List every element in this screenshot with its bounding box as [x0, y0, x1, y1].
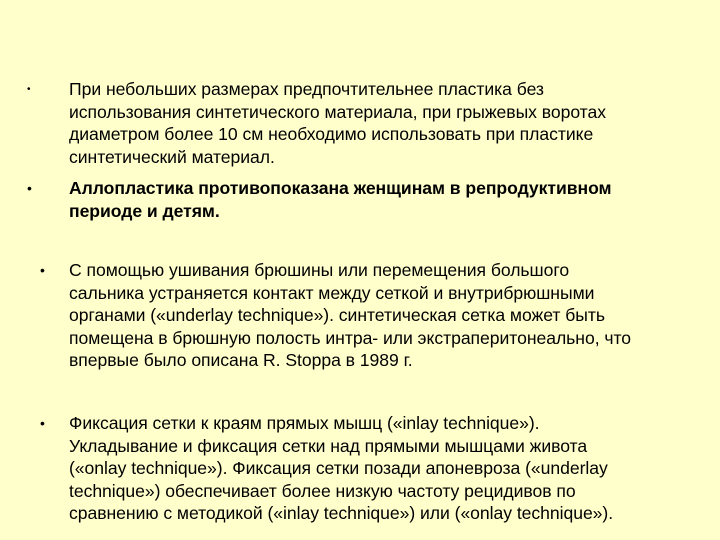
text-line: Аллопластика противопоказана женщинам в репродуктивном [69, 178, 612, 198]
text-line: Укладывание и фиксация сетки над прямыми мышцами живота [69, 435, 588, 456]
text-line: органами («underlay technique»). синтетическая сетка может быть [69, 305, 605, 326]
text-line: синтетический материал. [69, 146, 275, 167]
text-line: («onlay technique»). Фиксация сетки позади апоневроза («underlay [69, 458, 608, 479]
text-line: впервые было описана R. Stoppa в 1989 г. [69, 350, 413, 371]
bullet-text [69, 78, 717, 168]
bullet-marker: • [40, 262, 45, 278]
text-line: technique») обеспечивает более низкую частоту рецидивов по [69, 480, 576, 501]
bullet-text [69, 259, 717, 372]
text-line: При небольших размерах предпочтительнее пластика без [69, 79, 544, 99]
text-line: С помощью ушивания брюшины или перемещения большого [69, 260, 570, 280]
bullet-marker: • [40, 415, 45, 431]
text-line: помещена в брюшную полость интра- или экстраперитонеально, что [69, 327, 632, 348]
text-line: использования синтетического материала, при грыжевых воротах [69, 101, 606, 122]
text-line: сальника устраняется контакт между сеткой и внутрибрюшными [69, 282, 595, 303]
text-line: Фиксация сетки к краям прямых мышц («inlay technique»). [69, 413, 540, 433]
bullet-marker: • [27, 180, 32, 196]
text-line: периоде и детям. [69, 200, 220, 221]
bullet-marker: • [27, 84, 31, 95]
text-line: сравнению с методикой («inlay technique») или («onlay technique»). [69, 503, 614, 524]
text-line: диаметром более 10 см необходимо использовать при пластике [69, 124, 594, 145]
bullet-text [69, 177, 717, 222]
bullet-text [69, 412, 717, 525]
